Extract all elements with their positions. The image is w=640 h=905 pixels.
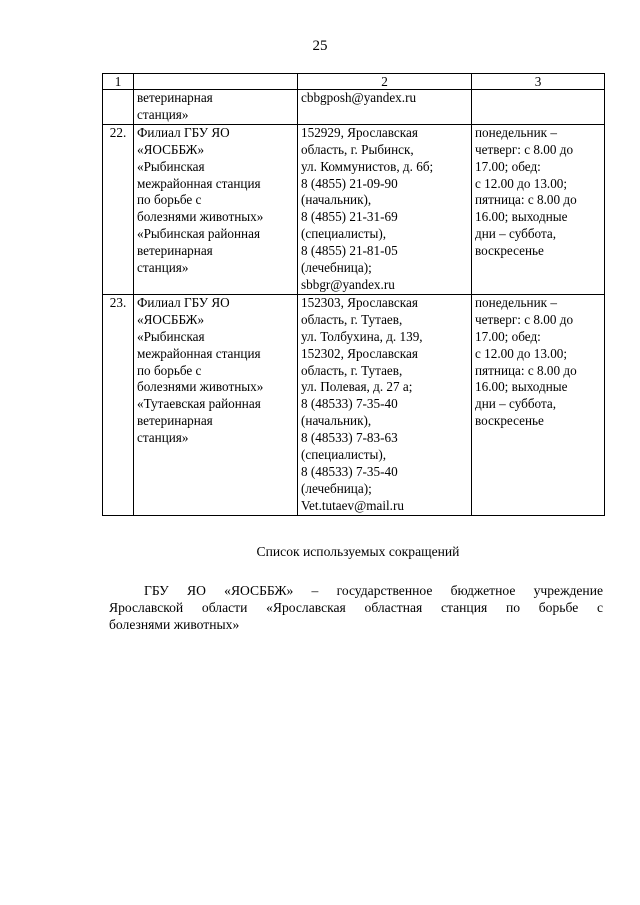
station-name-line: «Рыбинская xyxy=(137,158,205,174)
row-number-cell xyxy=(103,90,134,125)
contact-line: (начальник), xyxy=(301,192,372,208)
contact-line: 152302, Ярославская xyxy=(301,345,418,361)
working-hours-line: воскресенье xyxy=(475,243,544,259)
contact-line: (специалисты), xyxy=(301,226,387,242)
abbreviation-line: ГБУ ЯО «ЯОСББЖ» – государственное бюджетное учреждение xyxy=(144,583,603,598)
contact-line: 152929, Ярославская xyxy=(301,124,418,140)
working-hours-line: пятница: с 8.00 до xyxy=(475,362,577,378)
station-name-cell xyxy=(134,294,298,515)
contacts-cell xyxy=(298,124,472,294)
working-hours-line: дни – суббота, xyxy=(475,396,557,412)
contacts-cell xyxy=(298,90,472,125)
contact-line: (специалисты), xyxy=(301,447,387,463)
station-name-line: Филиал ГБУ ЯО xyxy=(137,124,230,140)
abbreviations-text xyxy=(109,582,603,633)
table-header-row xyxy=(103,74,605,90)
contact-line: cbbgposh@yandex.ru xyxy=(301,90,417,105)
contact-line: (начальник), xyxy=(301,413,372,429)
working-hours-cell xyxy=(472,124,605,294)
working-hours-line: понедельник – xyxy=(475,124,557,140)
contact-line: (лечебница); xyxy=(301,480,372,496)
contact-line: 8 (48533) 7-83-63 xyxy=(301,430,398,446)
contact-line: область, г. Рыбинск, xyxy=(301,141,414,157)
working-hours-line: понедельник – xyxy=(475,294,557,310)
contact-line: 8 (4855) 21-81-05 xyxy=(301,243,398,259)
working-hours-cell xyxy=(472,90,605,125)
working-hours-line: 17.00; обед: xyxy=(475,328,541,344)
station-name-line: «Рыбинская xyxy=(137,328,205,344)
contact-line: область, г. Тутаев, xyxy=(301,311,403,327)
station-name-line: станция» xyxy=(137,260,189,276)
station-name-line: ветеринарная xyxy=(137,413,213,429)
working-hours-line: четверг: с 8.00 до xyxy=(475,311,574,327)
working-hours-line: четверг: с 8.00 до xyxy=(475,141,574,157)
station-name-line: Филиал ГБУ ЯО xyxy=(137,294,230,310)
contact-line: 8 (48533) 7-35-40 xyxy=(301,463,398,479)
row-number-cell: 22. xyxy=(103,124,134,294)
working-hours-line: воскресенье xyxy=(475,413,544,429)
contact-line: (лечебница); xyxy=(301,260,372,276)
station-name-line: ветеринарная xyxy=(137,243,213,259)
station-name-line: межрайонная станция xyxy=(137,175,261,191)
contact-line: 152303, Ярославская xyxy=(301,294,418,310)
station-name-line: «Рыбинская районная xyxy=(137,226,261,242)
working-hours-line: с 12.00 до 13.00; xyxy=(475,345,568,361)
station-name-line: межрайонная станция xyxy=(137,345,261,361)
column-header-2: 2 xyxy=(298,74,472,90)
column-header-1: 1 xyxy=(103,74,134,90)
working-hours-line: дни – суббота, xyxy=(475,226,557,242)
abbreviation-line: Ярославской области «Ярославская областная станция по борьбе с xyxy=(109,600,603,615)
working-hours-line: 17.00; обед: xyxy=(475,158,541,174)
station-name-line: болезнями животных» xyxy=(137,379,264,395)
contact-line: ул. Коммунистов, д. 6б; xyxy=(301,158,434,174)
station-name-line: станция» xyxy=(137,106,189,122)
vet-stations-table xyxy=(102,73,605,516)
station-name-cell xyxy=(134,124,298,294)
station-name-line: ветеринарная xyxy=(137,90,213,105)
station-name-line: станция» xyxy=(137,430,189,446)
station-name-line: по борьбе с xyxy=(137,192,202,208)
working-hours-line: 16.00; выходные xyxy=(475,209,568,225)
contacts-cell xyxy=(298,294,472,515)
station-name-line: болезнями животных» xyxy=(137,209,264,225)
station-name-line: «Тутаевская районная xyxy=(137,396,261,412)
working-hours-line: с 12.00 до 13.00; xyxy=(475,175,568,191)
abbreviations-title: Список используемых сокращений xyxy=(256,544,460,559)
station-name-cell xyxy=(134,90,298,125)
table-row xyxy=(103,294,605,515)
contact-line: 8 (4855) 21-31-69 xyxy=(301,209,398,225)
station-name-line: «ЯОСББЖ» xyxy=(137,311,205,327)
table-row xyxy=(103,90,605,125)
page-number: 25 xyxy=(312,38,328,54)
contact-line: sbbgr@yandex.ru xyxy=(301,276,395,292)
table-row xyxy=(103,124,605,294)
station-name-line: «ЯОСББЖ» xyxy=(137,141,205,157)
contact-line: 8 (4855) 21-09-90 xyxy=(301,175,398,191)
station-name-line: по борьбе с xyxy=(137,362,202,378)
contact-line: ул. Толбухина, д. 139, xyxy=(301,328,423,344)
table-body xyxy=(103,74,605,516)
contact-line: 8 (48533) 7-35-40 xyxy=(301,396,398,412)
column-header-3: 3 xyxy=(472,74,605,90)
contact-line: область, г. Тутаев, xyxy=(301,362,403,378)
column-header-blank xyxy=(134,74,298,90)
working-hours-line: пятница: с 8.00 до xyxy=(475,192,577,208)
working-hours-line: 16.00; выходные xyxy=(475,379,568,395)
working-hours-cell xyxy=(472,294,605,515)
row-number-cell: 23. xyxy=(103,294,134,515)
abbreviation-line: болезнями животных» xyxy=(109,617,240,632)
contact-line: ул. Полевая, д. 27 а; xyxy=(301,379,413,395)
contact-line: Vet.tutaev@mail.ru xyxy=(301,497,404,513)
